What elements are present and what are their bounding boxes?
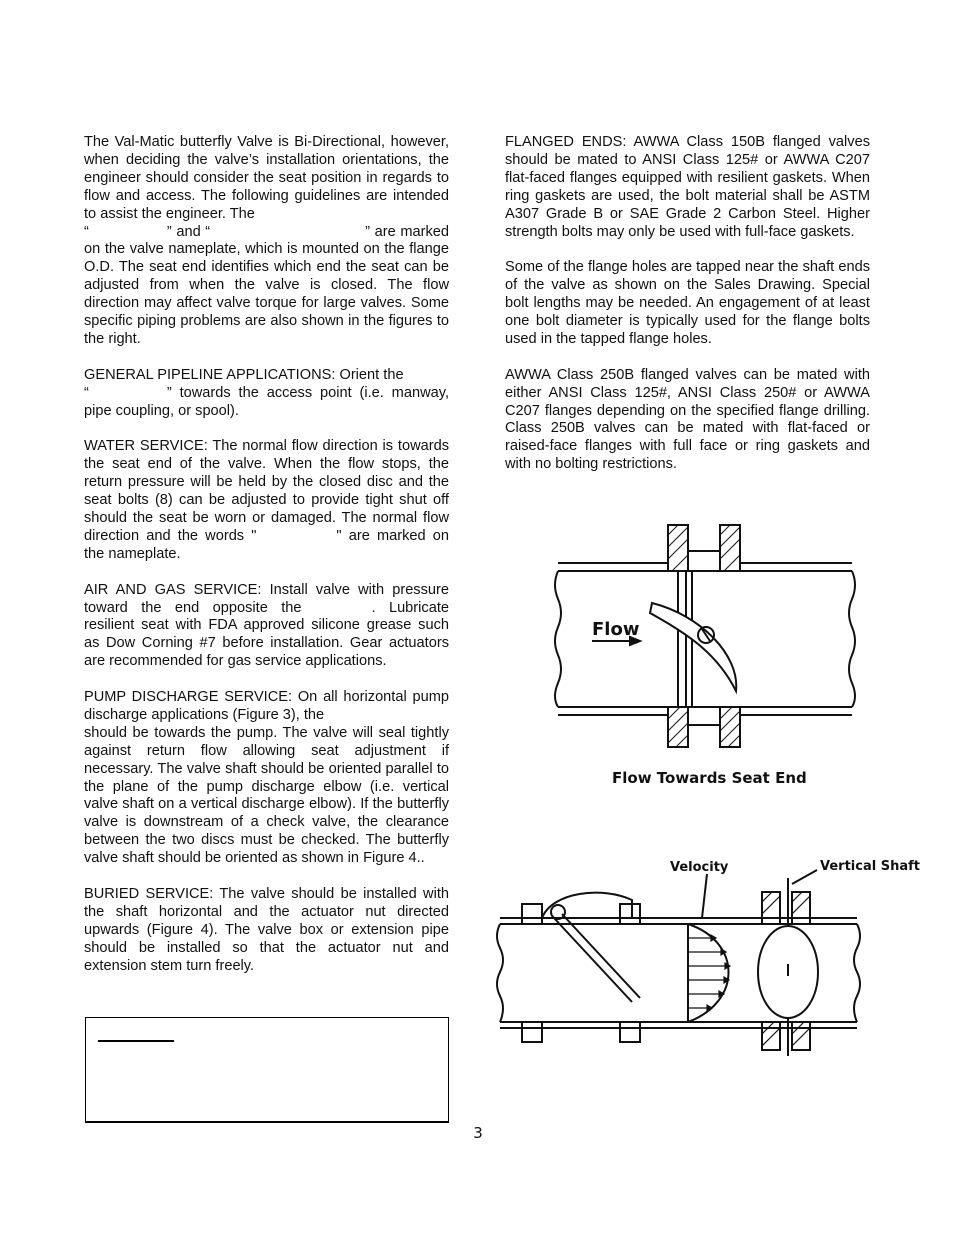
note-heading-underline (98, 1040, 174, 1042)
figure-velocity-vertical-shaft (492, 852, 922, 1062)
flanged-ends-paragraph: FLANGED ENDS: AWWA Class 150B flanged valves should be mated to ANSI Class 125# or AWWA C207 flat-faced flanges equipped with resilient gaskets. When ring gaskets are used, the bolt material shall be ASTM A307 Grade B or SAE Grade 2 Carbon Steel. Higher strength bolts may only be used with full-face gaskets. (505, 134, 870, 240)
tapped-holes-paragraph: Some of the flange holes are tapped near the shaft ends of the valve as shown on the Sales Drawing. Special bolt lengths may be needed. An engagement of at least one bolt diameter is typically used for the flange bolts used in the tapped flange holes. (505, 259, 870, 347)
right-column (505, 134, 870, 492)
intro-paragraph: The Val-Matic butterfly Valve is Bi-Directional, however, when deciding the valve’s installation orientations, the engineer should consider the seat position in regards to flow and access. The following guidelines are intended to assist the engineer. The “ ” and “ ” are marked on the valve nameplate, which is mounted on the flange O.D. The seat end identifies which end the seat can be adjusted from when the valve is closed. The flow direction may affect valve torque for large valves. Some specific piping problems are also shown in the figures to the right. (84, 134, 449, 347)
flow-label: Flow (592, 619, 640, 640)
velocity-label: Velocity (670, 860, 729, 875)
general-pipeline-paragraph: GENERAL PIPELINE APPLICATIONS: Orient the “ ” towards the access point (i.e. manway, pipe coupling, or spool). (84, 366, 449, 419)
pump-discharge-paragraph: PUMP DISCHARGE SERVICE: On all horizontal pump discharge applications (Figure 3), the should be towards the pump. The valve will seal tightly against return flow allowing seat adjustment if necessary. The valve shaft should be oriented parallel to the plane of the pump discharge elbow (i.e. vertical valve shaft on a vertical discharge elbow). If the butterfly valve is downstream of a check valve, the clearance between the two discs must be checked. The butterfly valve shaft should be oriented as shown in Figure 4.. (84, 689, 449, 867)
air-gas-service-paragraph: AIR AND GAS SERVICE: Install valve with pressure toward the end opposite the . Lubricate resilient seat with FDA approved silicone grease such as Dow Corning #7 before installation. Gear actuators are recommended for gas service applications. (84, 581, 449, 670)
buried-service-paragraph: BURIED SERVICE: The valve should be installed with the shaft horizontal and the actuator nut directed upwards (Figure 4). The valve box or extension pipe should be installed so that the actuator nut and extension stem turn freely. (84, 885, 449, 974)
page-number: 3 (473, 1124, 483, 1142)
vertical-shaft-label: Vertical Shaft (820, 859, 920, 874)
left-column (84, 134, 449, 993)
figure-flow-towards-seat-end (540, 515, 870, 795)
water-service-paragraph: WATER SERVICE: The normal flow direction is towards the seat end of the valve. When the flow stops, the return pressure will be held by the closed disc and the seat bolts (8) can be adjusted to provide tight shut off should the seat be worn or damaged. The normal flow direction and the words " " are marked on the nameplate. (84, 438, 449, 562)
figure-caption: Flow Towards Seat End (612, 769, 807, 787)
class-250b-paragraph: AWWA Class 250B flanged valves can be mated with either ANSI Class 125#, ANSI Class 250# or AWWA C207 flanges depending on the specified flange drilling. Class 250B valves can be mated with flat-faced or raised-face flanges with full face or ring gaskets and with no bolting restrictions. (505, 366, 870, 473)
note-box (85, 1017, 449, 1123)
